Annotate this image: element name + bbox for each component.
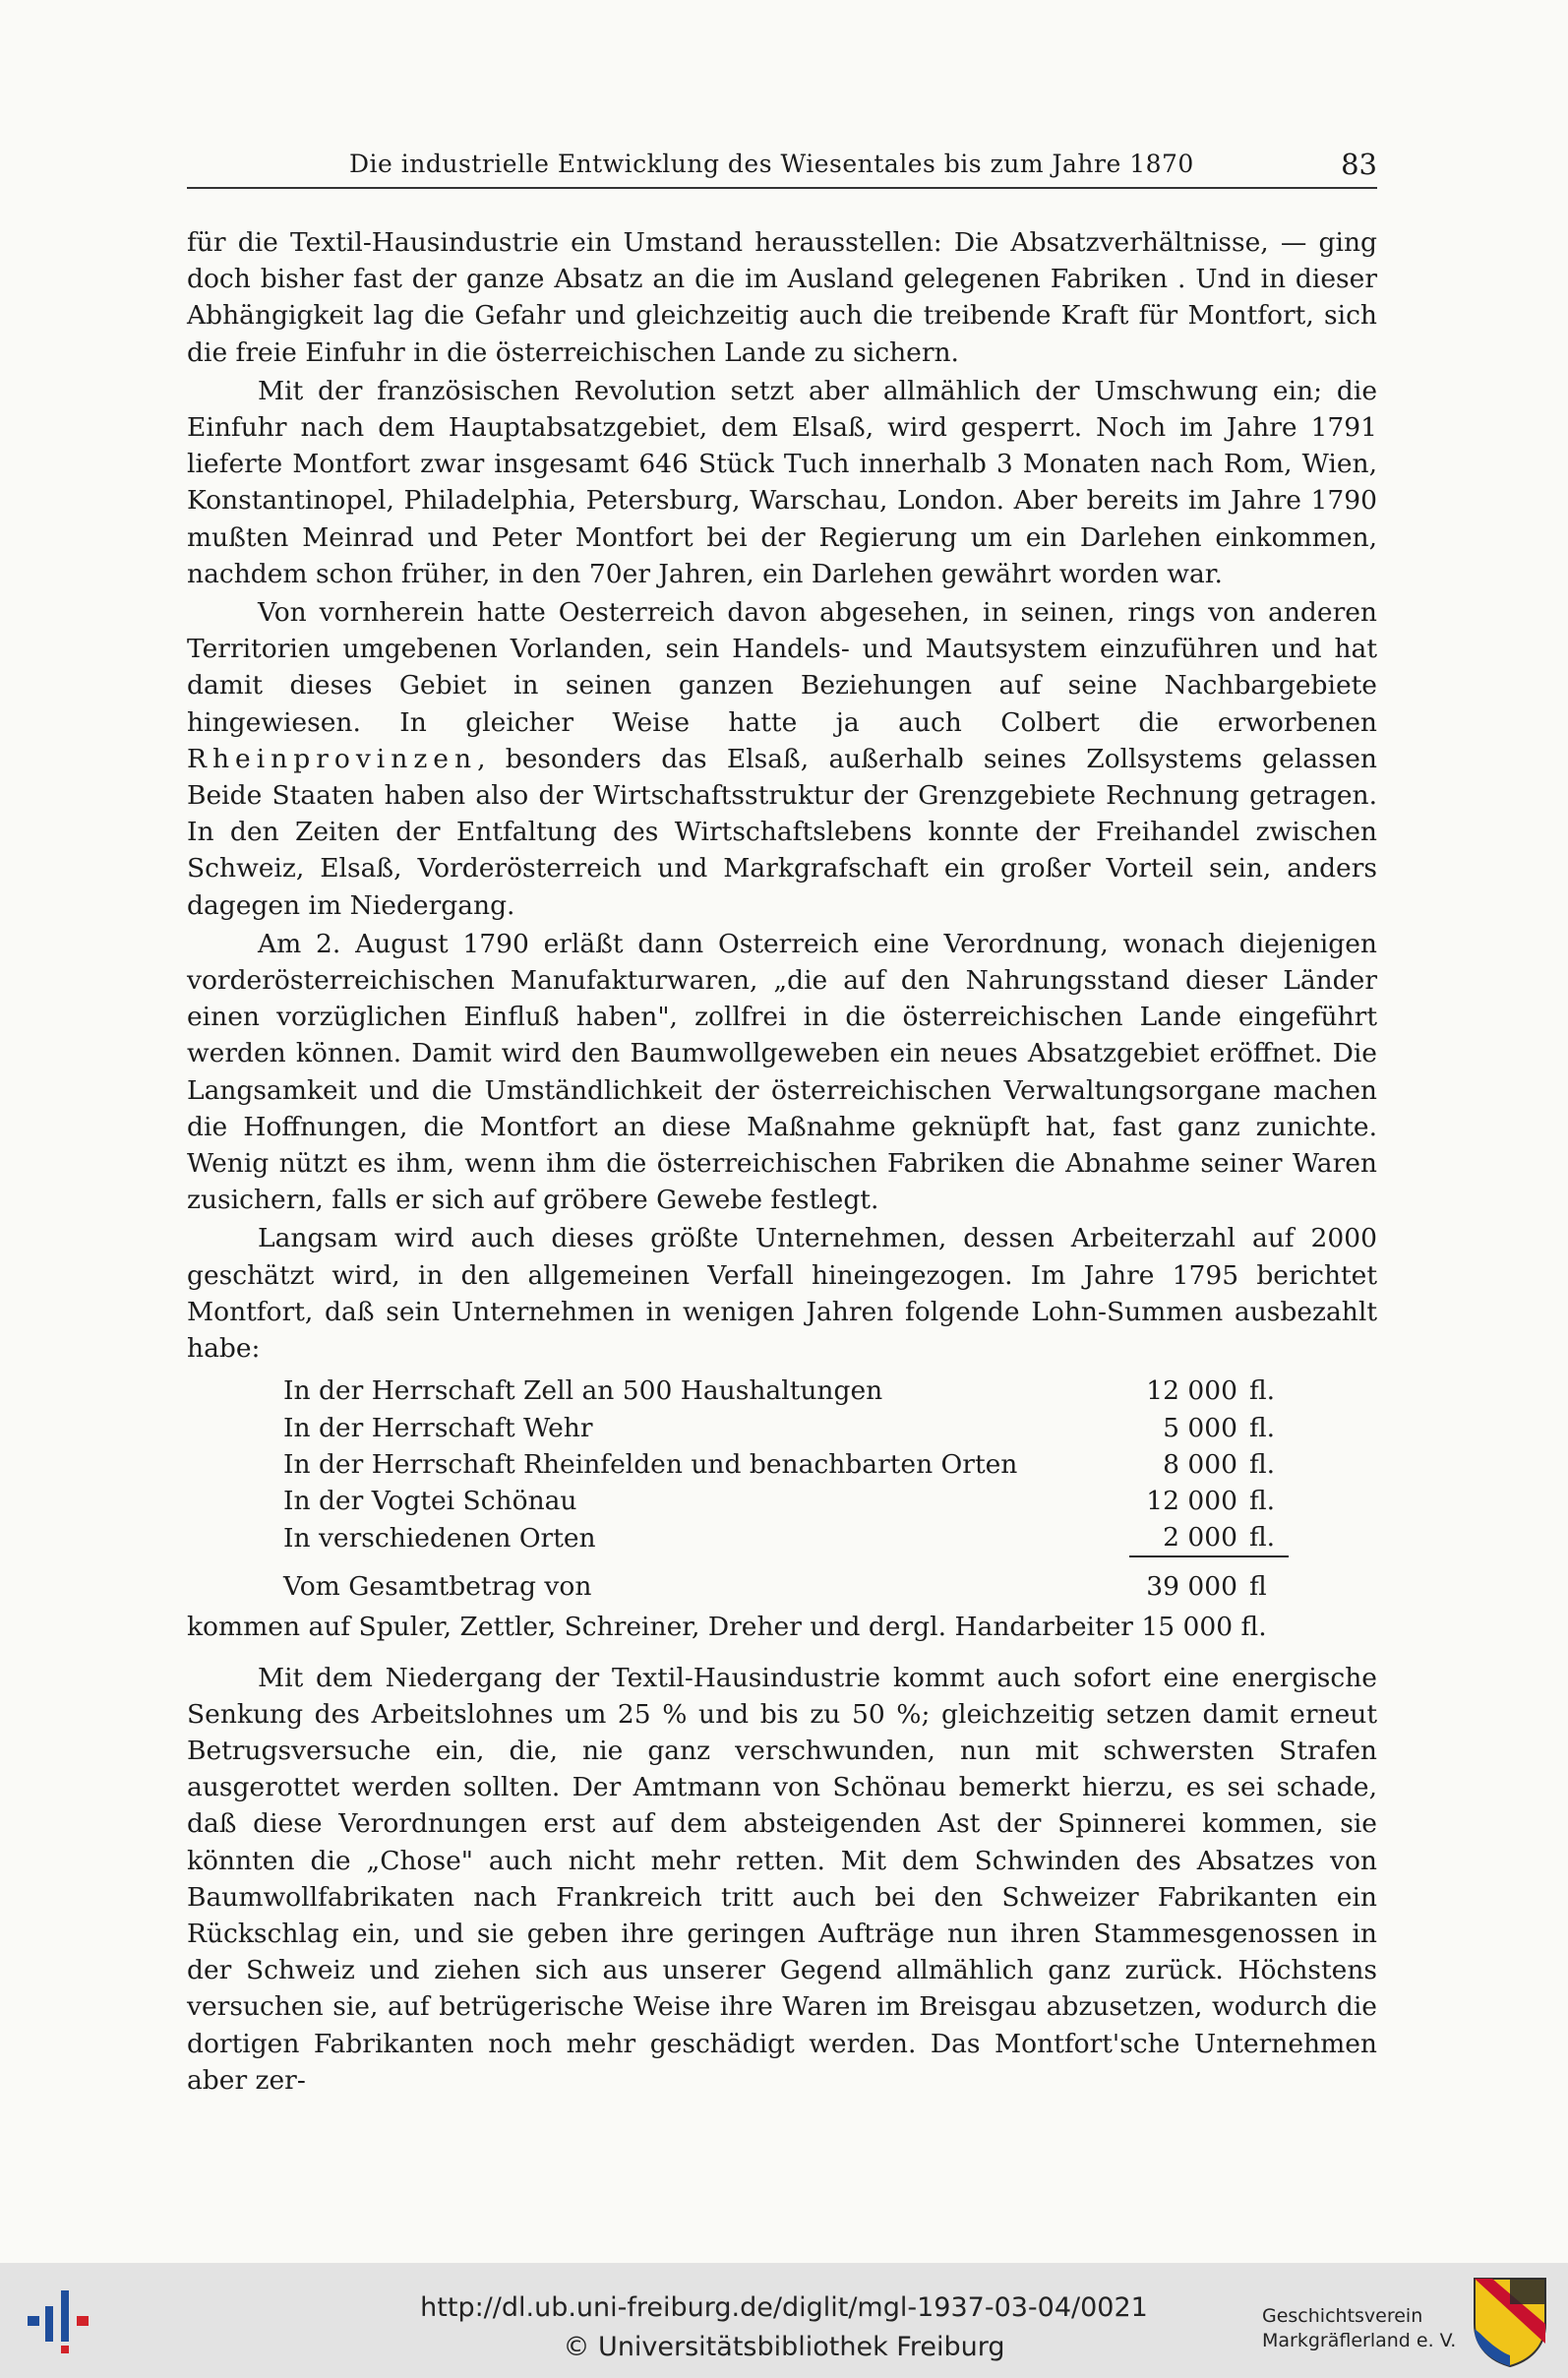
table-row xyxy=(283,1446,1289,1483)
paragraph: Am 2. August 1790 erläßt dann Osterreich eine Verordnung, wonach diejenigen vorderösterreichischen Manufakturwaren, „die auf den Nahrungsstand dieser Länder einen vorzüglichen Einfluß haben", zollfrei in die österreichischen Lande eingeführt werden können. Damit wird den Baumwollgeweben ein neues Absatzgebiet eröffnet. Die Langsamkeit und die Umständlichkeit der österreichischen Verwaltungsorgane machen die Hoffnungen, die Montfort an diese Maßnahme geknüpft hat, fast ganz zunichte. Wenig nützt es ihm, wenn ihm die österreichischen Fabriken die Abnahme seiner Waren zusichern, falls er sich auf gröbere Gewebe festlegt. xyxy=(187,928,1377,1216)
payout-place: In verschiedenen Orten xyxy=(283,1523,596,1555)
paragraph: Mit der französischen Revolution setzt aber allmählich der Umschwung ein; die Einfuhr nach dem Hauptabsatzgebiet, dem Elsaß, wird gesperrt. Noch im Jahre 1791 lieferte Montfort zwar insgesamt 646 Stück Tuch innerhalb 3 Monaten nach Rom, Wien, Konstantinopel, Philadelphia, Petersburg, Warschau, London. Aber bereits im Jahre 1790 mußten Meinrad und Peter Montfort bei der Regierung um ein Darlehen einkommen, nachdem schon früher, in den 70er Jahren, ein Darlehen gewährt worden war. xyxy=(187,375,1377,589)
payout-amount: 12 000 xyxy=(1146,1375,1237,1407)
running-title: Die industrielle Entwicklung des Wiesentales bis zum Jahre 1870 xyxy=(349,150,1194,178)
payout-place: In der Vogtei Schönau xyxy=(283,1485,577,1516)
emphasized-term: Rheinprovinzen xyxy=(187,743,478,774)
payout-amount: 5 000 xyxy=(1163,1412,1237,1443)
society-name xyxy=(1262,2304,1456,2353)
body-text xyxy=(187,224,1377,2101)
page-number: 83 xyxy=(1341,148,1377,181)
permalink[interactable]: http://dl.ub.uni-freiburg.de/diglit/mgl-1937-03-04/0021 xyxy=(420,2292,1148,2323)
viewer-footer xyxy=(0,2263,1568,2378)
payout-place: In der Herrschaft Wehr xyxy=(283,1412,593,1443)
paragraph: Langsam wird auch dieses größte Unternehmen, dessen Arbeiterzahl auf 2000 geschätzt wird, in den allgemeinen Verfall hineingezogen. Im Jahre 1795 berichtet Montfort, daß sein Unternehmen in wenigen Jahren folgende Lohn-Summen ausbezahlt habe: xyxy=(187,1223,1377,1365)
payout-unit: fl. xyxy=(1249,1519,1289,1556)
payout-place: In der Herrschaft Rheinfelden und benachbarten Orten xyxy=(283,1448,1018,1480)
paragraph: für die Textil-Hausindustrie ein Umstand herausstellen: Die Absatzverhältnisse, — ging doch bisher fast der ganze Absatz an die im Ausland gelegenen Fabriken . Und in dieser Abhängigkeit lag die Gefahr und gleichzeitig auch die treibende Kraft für Montfort, sich die freie Einfuhr in die österreichischen Lande zu sichern. xyxy=(187,227,1377,368)
payout-unit: fl. xyxy=(1249,1375,1276,1407)
society-line: Markgräflerland e. V. xyxy=(1262,2330,1457,2351)
payout-place: In der Herrschaft Zell an 500 Haushaltungen xyxy=(283,1375,883,1407)
paragraph: kommen auf Spuler, Zettler, Schreiner, Dreher und dergl. Handarbeiter 15 000 fl. xyxy=(187,1612,1267,1643)
payout-table xyxy=(283,1372,1289,1605)
table-row xyxy=(283,1483,1289,1519)
coat-of-arms-icon xyxy=(1471,2275,1549,2368)
total-unit: fl xyxy=(1249,1571,1267,1603)
payout-unit: fl. xyxy=(1249,1412,1276,1443)
payout-amount: 8 000 xyxy=(1163,1448,1237,1480)
table-row xyxy=(283,1410,1289,1446)
payout-amount: 12 000 xyxy=(1146,1485,1237,1516)
table-total-row xyxy=(283,1556,1289,1605)
table-row xyxy=(283,1519,1289,1556)
total-amount: 39 000 xyxy=(1146,1571,1237,1603)
running-header xyxy=(187,148,1377,189)
table-row xyxy=(283,1372,1289,1409)
society-line: Geschichtsverein xyxy=(1262,2305,1423,2327)
payout-amount: 2 000 xyxy=(1129,1519,1249,1556)
payout-unit: fl. xyxy=(1249,1485,1276,1516)
payout-unit: fl. xyxy=(1249,1448,1276,1480)
total-label: Vom Gesamtbetrag von xyxy=(283,1571,592,1603)
paragraph: Mit dem Niedergang der Textil-Hausindustrie kommt auch sofort eine energische Senkung des Arbeitslohnes um 25 % und bis zu 50 %; gleichzeitig setzen damit erneut Betrugsversuche ein, die, nie ganz verschwunden, nun mit schwersten Strafen ausgerottet werden sollten. Der Amtmann von Schönau bemerkt hierzu, es sei schade, daß diese Verordnungen erst auf dem absteigenden Ast der Spinnerei kommen, sie könnten die „Chose" auch nicht mehr retten. Mit dem Schwinden des Absatzes von Baumwollfabrikaten nach Frankreich tritt auch bei den Schweizer Fabrikanten ein Rückschlag ein, und sie geben ihre geringen Aufträge nun ihren Stammesgenossen in der Schweiz und ziehen sich aus unserer Gegend allmählich ganz zurück. Höchstens versuchen sie, auf betrügerische Weise ihre Waren im Breisgau abzusetzen, wodurch die dortigen Fabrikanten noch mehr geschädigt werden. Das Montfort'sche Unternehmen aber zer- xyxy=(187,1662,1377,2096)
copyright-notice: © Universitätsbibliothek Freiburg xyxy=(563,2332,1005,2362)
paragraph xyxy=(187,594,1377,924)
paragraph-text: , besonders das Elsaß, außerhalb seines Zollsystems gelassen Beide Staaten haben also der Wirtschaftsstruktur der Grenzgebiete Rechnung getragen. In den Zeiten der Entfaltung des Wirtschaftslebens konnte der Freihandel zwischen Schweiz, Elsaß, Vorderösterreich und Markgrafschaft ein großer Vorteil sein, anders dagegen im Niedergang. xyxy=(187,743,1377,921)
paragraph-text: Von vornherein hatte Oesterreich davon abgesehen, in seinen, rings von anderen Territorien umgebenen Vorlanden, sein Handels- und Mautsystem einzuführen und hat damit dieses Gebiet in seinen ganzen Beziehungen auf seine Nachbargebiete hingewiesen. In gleicher Weise hatte ja auch Colbert die erworbenen xyxy=(187,597,1377,738)
